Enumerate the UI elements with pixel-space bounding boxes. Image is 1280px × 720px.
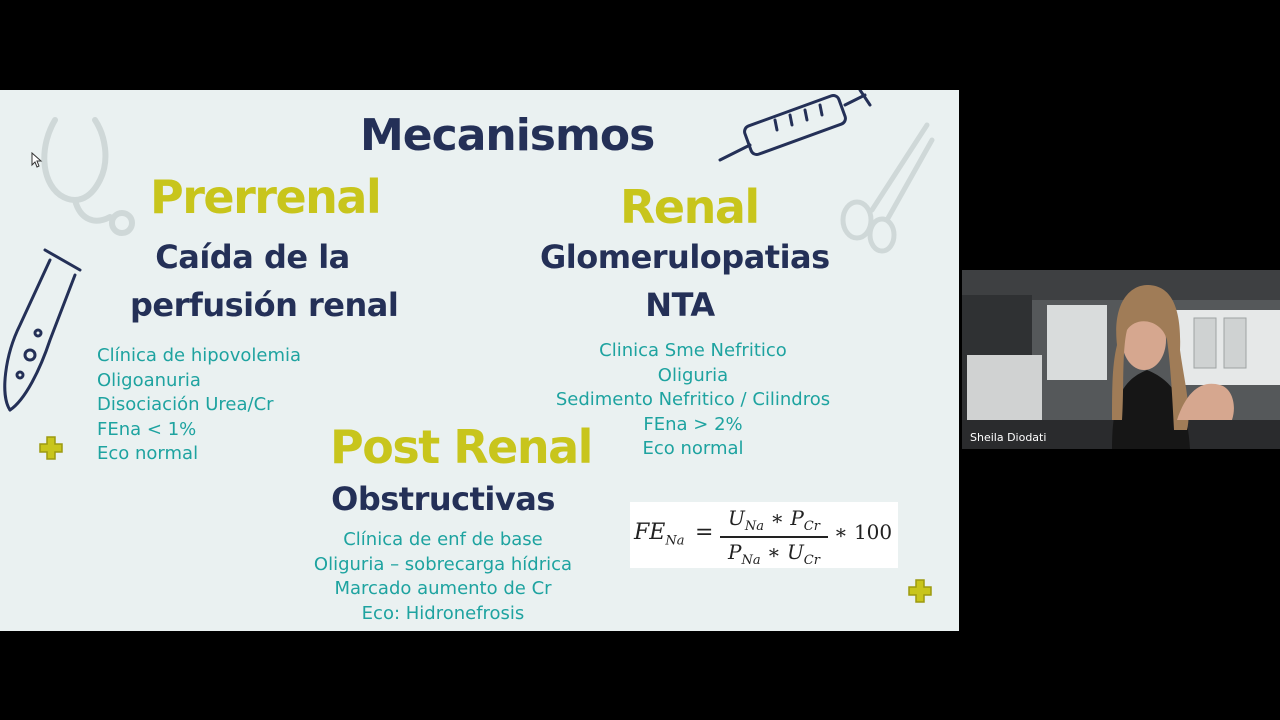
formula-equals: = xyxy=(695,520,714,545)
formula-lhs-symbol: FE xyxy=(634,520,666,545)
fena-formula xyxy=(630,502,898,568)
scissors-icon xyxy=(832,120,942,260)
formula-den-b-sub: Cr xyxy=(803,552,820,568)
list-item: Oligoanuria xyxy=(97,369,201,391)
flask-icon xyxy=(0,245,90,415)
prerrenal-subheading xyxy=(130,238,399,324)
list-item: Oliguria – sobrecarga hídrica xyxy=(313,553,573,575)
formula-den-a-sub: Na xyxy=(741,552,761,568)
prerrenal-subheading-line2: perfusión renal xyxy=(130,286,399,324)
post-renal-subheading: Obstructivas xyxy=(331,480,555,518)
formula-lhs xyxy=(634,520,684,548)
formula-den-a: P xyxy=(728,539,742,564)
list-item: Eco normal xyxy=(642,438,744,459)
formula-fraction-bar xyxy=(720,536,828,538)
list-item: Eco normal xyxy=(97,443,199,464)
list-item: Sedimento Nefritico / Cilindros xyxy=(555,389,831,410)
participant-video-tile[interactable] xyxy=(962,270,1280,449)
formula-num-b: P xyxy=(790,506,804,530)
post-renal-list xyxy=(283,528,603,626)
slide-title: Mecanismos xyxy=(360,110,655,161)
cursor-icon xyxy=(31,152,43,168)
prerrenal-list xyxy=(97,344,301,467)
formula-rhs: ∗ 100 xyxy=(834,520,893,544)
formula-den-op: ∗ xyxy=(760,539,787,564)
prerrenal-subheading-line1: Caída de la xyxy=(155,238,350,276)
list-item: Oliguria xyxy=(657,364,729,386)
formula-fraction xyxy=(720,506,828,568)
pill-icon xyxy=(38,435,64,461)
list-item: Clínica de enf de base xyxy=(343,529,543,550)
renal-subheading-line2: NTA xyxy=(645,286,715,324)
formula-denominator xyxy=(720,540,828,568)
list-item: Disociación Urea/Cr xyxy=(97,394,274,415)
prerrenal-heading: Prerrenal xyxy=(150,170,381,224)
formula-num-a: U xyxy=(728,506,745,530)
list-item: Clínica de hipovolemia xyxy=(97,345,302,366)
list-item: Eco: Hidronefrosis xyxy=(361,602,525,624)
formula-lhs-subscript: Na xyxy=(665,533,685,549)
presentation-slide xyxy=(0,90,959,631)
renal-heading: Renal xyxy=(620,180,759,234)
renal-subheading xyxy=(540,238,830,324)
formula-num-b-sub: Cr xyxy=(803,519,820,534)
list-item: FEna > 2% xyxy=(643,413,743,435)
participant-video-feed xyxy=(962,270,1280,449)
pill-icon xyxy=(907,578,933,604)
stethoscope-icon xyxy=(30,105,145,245)
list-item: Marcado aumento de Cr xyxy=(334,578,552,599)
formula-den-b: U xyxy=(786,539,804,564)
participant-name: Sheila Diodati xyxy=(970,431,1047,444)
formula-numerator xyxy=(720,506,828,534)
list-item: Clinica Sme Nefritico xyxy=(599,340,787,361)
post-renal-heading: Post Renal xyxy=(330,420,592,474)
list-item: FEna < 1% xyxy=(97,418,197,440)
formula-num-a-sub: Na xyxy=(744,519,765,534)
renal-subheading-line1: Glomerulopatias xyxy=(540,238,830,276)
formula-num-op: ∗ xyxy=(764,506,791,530)
